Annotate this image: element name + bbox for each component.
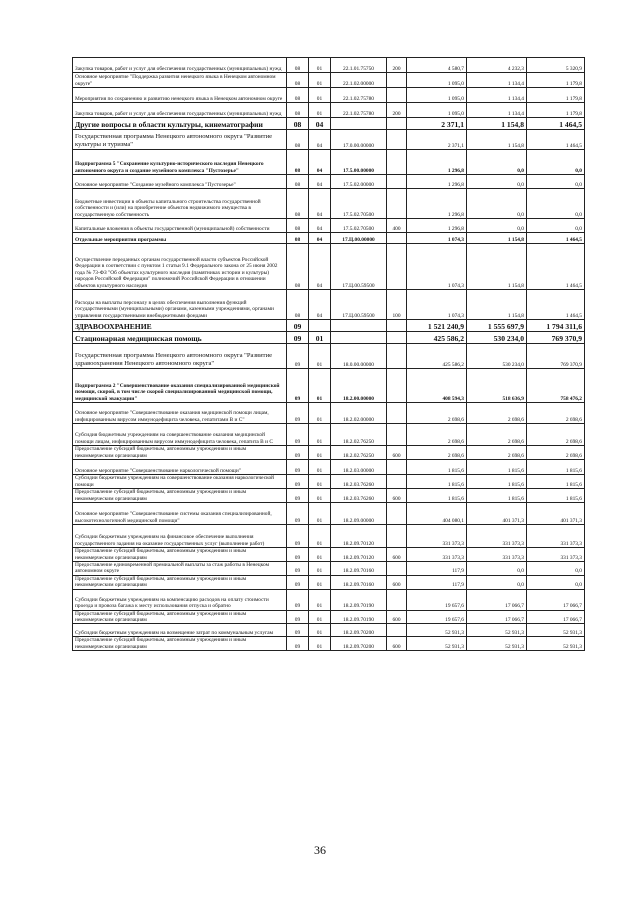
row-subsection: 04 <box>309 244 331 290</box>
row-subsection: 01 <box>309 575 331 589</box>
row-amount-3: 2 698,6 <box>527 403 585 424</box>
row-target-code: 17.Ц.00.59500 <box>331 244 387 290</box>
row-amount-3: 1 464,5 <box>527 130 585 150</box>
row-amount-2: 331 373,3 <box>467 548 527 562</box>
row-target-code: 18.2.09.70200 <box>331 624 387 637</box>
row-section: 08 <box>287 73 309 88</box>
row-name: Капитальные вложения в объекты государственной (муниципальной) собственности <box>73 219 287 233</box>
row-expense-type: 200 <box>387 58 407 73</box>
row-amount-1: 1 296,8 <box>407 150 467 175</box>
table-row <box>73 575 585 589</box>
row-amount-2: 0,0 <box>467 150 527 175</box>
row-section: 09 <box>287 589 309 610</box>
table-row <box>73 189 585 219</box>
row-amount-1: 19 657,6 <box>407 589 467 610</box>
row-amount-3: 2 698,6 <box>527 424 585 446</box>
row-target-code: 18.2.02.76250 <box>331 446 387 460</box>
row-expense-type <box>387 589 407 610</box>
row-subsection: 01 <box>309 503 331 525</box>
row-amount-2: 52 931,3 <box>467 637 527 651</box>
row-name: Стационарная медицинская помощь <box>73 332 287 344</box>
row-amount-2: 2 698,6 <box>467 424 527 446</box>
row-expense-type <box>387 369 407 403</box>
row-name: Мероприятия по сохранению и развитию ненецкого языка в Ненецком автономном округе <box>73 88 287 103</box>
row-name: Предоставление субсидий бюджетным, автономным учреждениям и иным некоммерческим организациям <box>73 489 287 503</box>
row-amount-2: 0,0 <box>467 175 527 189</box>
row-amount-2: 1 154,8 <box>467 244 527 290</box>
row-target-code: 18.2.02.76250 <box>331 424 387 446</box>
row-section: 09 <box>287 320 309 332</box>
row-section: 09 <box>287 446 309 460</box>
row-subsection: 04 <box>309 130 331 150</box>
row-amount-1: 2 371,1 <box>407 130 467 150</box>
row-amount-3: 1 815,6 <box>527 460 585 475</box>
row-amount-3: 0,0 <box>527 562 585 576</box>
row-amount-1: 408 594,3 <box>407 369 467 403</box>
row-expense-type <box>387 403 407 424</box>
row-section: 08 <box>287 175 309 189</box>
row-expense-type: 400 <box>387 219 407 233</box>
row-amount-1: 1 095,0 <box>407 73 467 88</box>
row-amount-1: 19 657,6 <box>407 610 467 624</box>
row-amount-3: 1 179,8 <box>527 103 585 118</box>
row-name: Субсидии бюджетным учреждениям на компенсацию расходов на оплату стоимости проезда и провоза багажа к месту использования отпуска и обратно <box>73 589 287 610</box>
table-row <box>73 460 585 475</box>
row-amount-3: 758 476,2 <box>527 369 585 403</box>
row-amount-3: 1 179,8 <box>527 88 585 103</box>
row-subsection: 01 <box>309 73 331 88</box>
table-row <box>73 624 585 637</box>
row-expense-type <box>387 503 407 525</box>
table-row <box>73 219 585 233</box>
row-name: Предоставление субсидий бюджетным, автономным учреждениям и иным некоммерческим организациям <box>73 610 287 624</box>
row-expense-type <box>387 73 407 88</box>
table-row <box>73 73 585 88</box>
table-row <box>73 103 585 118</box>
row-amount-1: 2 698,6 <box>407 446 467 460</box>
row-amount-1: 404 080,1 <box>407 503 467 525</box>
row-amount-3: 401 371,3 <box>527 503 585 525</box>
row-section: 08 <box>287 233 309 244</box>
row-section: 08 <box>287 219 309 233</box>
row-amount-1: 331 373,3 <box>407 548 467 562</box>
row-amount-1: 4 580,7 <box>407 58 467 73</box>
table-row <box>73 58 585 73</box>
row-amount-2: 1 154,8 <box>467 118 527 130</box>
row-subsection: 01 <box>309 637 331 651</box>
row-subsection: 01 <box>309 344 331 369</box>
row-target-code: 18.2.03.76260 <box>331 475 387 489</box>
row-subsection: 01 <box>309 475 331 489</box>
table-row <box>73 118 585 130</box>
row-name: Государственная программа Ненецкого автономного округа "Развитие культуры и туризма" <box>73 130 287 150</box>
row-name: Предоставление субсидий бюджетным, автономным учреждениям и иным некоммерческим организациям <box>73 446 287 460</box>
row-name: Осуществление переданных органам государственной власти субъектов Российской Федерации в соответствии с пунктом 1 статьи 9.1 Федерального закона от 25 июня 2002 года № 73-ФЗ "Об объектах культурного наследия (памятниках истории и культуры) народов Российской Федерации" полномочий Российской Федерации в отношении объектов культурного наследия <box>73 244 287 290</box>
row-target-code <box>331 118 387 130</box>
row-amount-1: 52 931,3 <box>407 624 467 637</box>
row-amount-2: 1 154,8 <box>467 290 527 320</box>
row-expense-type <box>387 244 407 290</box>
row-section: 09 <box>287 503 309 525</box>
row-name: Основное мероприятие "Поддержка развития ненецкого языка в Ненецком автономном округе" <box>73 73 287 88</box>
row-subsection: 01 <box>309 369 331 403</box>
row-amount-2: 2 698,6 <box>467 446 527 460</box>
row-subsection: 01 <box>309 610 331 624</box>
row-name: Субсидия бюджетным учреждениям на совершенствование оказания медицинской помощи лицам, инфицированным вирусом иммунодефицита человека, гепатита B и C <box>73 424 287 446</box>
row-name: Закупка товаров, работ и услуг для обеспечения государственных (муниципальных) нужд <box>73 103 287 118</box>
row-target-code: 17.0.00.00000 <box>331 130 387 150</box>
table-row <box>73 503 585 525</box>
table-row <box>73 610 585 624</box>
row-target-code: 22.1.02.75780 <box>331 88 387 103</box>
row-target-code: 17.5.00.00000 <box>331 150 387 175</box>
row-amount-1: 1 074,3 <box>407 233 467 244</box>
row-subsection: 01 <box>309 332 331 344</box>
row-amount-3: 1 815,6 <box>527 489 585 503</box>
row-target-code: 18.0.00.00000 <box>331 344 387 369</box>
row-name: Другие вопросы в области культуры, кинематографии <box>73 118 287 130</box>
row-name: ЗДРАВООХРАНЕНИЕ <box>73 320 287 332</box>
row-section: 08 <box>287 130 309 150</box>
row-amount-2: 1 815,6 <box>467 475 527 489</box>
row-target-code: 17.Ц.00.00000 <box>331 233 387 244</box>
row-name: Субсидии бюджетным учреждениям на возмещение затрат по коммунальным услугам <box>73 624 287 637</box>
row-section: 09 <box>287 489 309 503</box>
row-section: 08 <box>287 118 309 130</box>
row-amount-3: 5 320,9 <box>527 58 585 73</box>
row-section: 08 <box>287 244 309 290</box>
row-section: 09 <box>287 369 309 403</box>
row-target-code: 18.2.09.00000 <box>331 503 387 525</box>
row-target-code <box>331 320 387 332</box>
row-name: Основное мероприятие "Совершенствование системы оказания специализированной, высокотехнологичной медицинской помощи" <box>73 503 287 525</box>
row-name: Субсидии бюджетным учреждениям на совершенствование оказания наркологической помощи <box>73 475 287 489</box>
row-section: 09 <box>287 460 309 475</box>
row-amount-2: 1 154,8 <box>467 130 527 150</box>
row-expense-type <box>387 332 407 344</box>
row-target-code: 18.2.09.70190 <box>331 589 387 610</box>
row-amount-3: 17 066,7 <box>527 589 585 610</box>
row-expense-type <box>387 118 407 130</box>
row-section: 09 <box>287 548 309 562</box>
row-amount-2: 530 234,0 <box>467 332 527 344</box>
table-row <box>73 88 585 103</box>
row-expense-type: 600 <box>387 637 407 651</box>
row-amount-3: 1 464,5 <box>527 233 585 244</box>
table-row <box>73 130 585 150</box>
row-subsection: 01 <box>309 103 331 118</box>
row-subsection: 01 <box>309 403 331 424</box>
row-expense-type <box>387 233 407 244</box>
row-expense-type: 600 <box>387 610 407 624</box>
row-name: Государственная программа Ненецкого автономного округа "Развитие здравоохранения Ненецкого автономного округа" <box>73 344 287 369</box>
row-amount-1: 1 296,8 <box>407 175 467 189</box>
row-amount-3: 2 698,6 <box>527 446 585 460</box>
table-row <box>73 175 585 189</box>
row-name: Подпрограмма 5 "Сохранение культурно-исторического наследия Ненецкого автономного округа и создание музейного комплекса "Пустозерье" <box>73 150 287 175</box>
row-name: Предоставление субсидий бюджетным, автономным учреждениям и иным некоммерческим организациям <box>73 575 287 589</box>
row-expense-type <box>387 150 407 175</box>
table-row <box>73 489 585 503</box>
row-amount-3: 1 464,5 <box>527 244 585 290</box>
table-row <box>73 424 585 446</box>
row-subsection: 04 <box>309 150 331 175</box>
table-row <box>73 446 585 460</box>
row-amount-2: 401 371,3 <box>467 503 527 525</box>
row-subsection: 01 <box>309 446 331 460</box>
row-amount-1: 1 074,3 <box>407 244 467 290</box>
row-amount-2: 1 134,4 <box>467 73 527 88</box>
row-expense-type <box>387 320 407 332</box>
budget-table-container <box>72 57 584 651</box>
row-amount-3: 0,0 <box>527 575 585 589</box>
row-target-code: 18.2.03.00000 <box>331 460 387 475</box>
table-row <box>73 233 585 244</box>
row-amount-1: 2 698,6 <box>407 424 467 446</box>
row-section: 08 <box>287 103 309 118</box>
table-row <box>73 332 585 344</box>
row-subsection: 01 <box>309 424 331 446</box>
row-target-code: 17.5.02.00000 <box>331 175 387 189</box>
row-name: Предоставление субсидий бюджетным, автономным учреждениям и иным некоммерческим организациям <box>73 637 287 651</box>
row-section: 09 <box>287 637 309 651</box>
table-row <box>73 344 585 369</box>
row-section: 09 <box>287 424 309 446</box>
row-amount-3: 0,0 <box>527 189 585 219</box>
row-target-code: 17.5.02.70500 <box>331 189 387 219</box>
row-amount-2: 1 134,4 <box>467 88 527 103</box>
row-amount-1: 1 296,8 <box>407 219 467 233</box>
row-amount-3: 331 373,3 <box>527 548 585 562</box>
table-row <box>73 369 585 403</box>
row-amount-1: 1 074,3 <box>407 290 467 320</box>
row-expense-type <box>387 525 407 548</box>
row-section: 08 <box>287 290 309 320</box>
row-name: Предоставление субсидий бюджетным, автономным учреждениям и иным некоммерческим организациям <box>73 548 287 562</box>
budget-table <box>72 57 585 651</box>
row-expense-type <box>387 189 407 219</box>
row-expense-type <box>387 424 407 446</box>
row-section: 09 <box>287 403 309 424</box>
row-target-code: 18.2.03.76260 <box>331 489 387 503</box>
row-subsection: 04 <box>309 290 331 320</box>
row-expense-type: 200 <box>387 103 407 118</box>
row-expense-type: 600 <box>387 489 407 503</box>
row-amount-1: 117,9 <box>407 562 467 576</box>
row-subsection: 04 <box>309 219 331 233</box>
row-target-code: 18.2.02.00000 <box>331 403 387 424</box>
row-subsection <box>309 320 331 332</box>
row-target-code: 18.2.09.70160 <box>331 575 387 589</box>
row-target-code: 22.1.02.00000 <box>331 73 387 88</box>
row-name: Расходы на выплаты персоналу в целях обеспечения выполнения функций государственными (муниципальными) органами, казенными учреждениями, органами управления государственными внебюджетными фондами <box>73 290 287 320</box>
table-row <box>73 403 585 424</box>
row-amount-2: 1 154,8 <box>467 233 527 244</box>
row-amount-2: 17 066,7 <box>467 589 527 610</box>
row-expense-type <box>387 475 407 489</box>
row-amount-1: 1 095,0 <box>407 88 467 103</box>
row-section: 08 <box>287 189 309 219</box>
row-target-code: 18.2.09.70160 <box>331 562 387 576</box>
row-subsection: 01 <box>309 460 331 475</box>
row-expense-type <box>387 130 407 150</box>
row-amount-3: 331 373,3 <box>527 525 585 548</box>
row-amount-3: 0,0 <box>527 175 585 189</box>
row-amount-1: 425 586,2 <box>407 332 467 344</box>
row-expense-type <box>387 175 407 189</box>
row-section: 08 <box>287 150 309 175</box>
row-expense-type: 600 <box>387 446 407 460</box>
row-amount-3: 52 931,3 <box>527 624 585 637</box>
row-amount-1: 2 698,6 <box>407 403 467 424</box>
row-name: Основное мероприятие "Создание музейного комплекса "Пустозерье" <box>73 175 287 189</box>
row-target-code: 22.1.01.75750 <box>331 58 387 73</box>
row-amount-2: 331 373,3 <box>467 525 527 548</box>
row-subsection: 04 <box>309 175 331 189</box>
row-amount-3: 52 931,3 <box>527 637 585 651</box>
row-amount-1: 425 586,2 <box>407 344 467 369</box>
row-expense-type <box>387 344 407 369</box>
row-subsection: 01 <box>309 548 331 562</box>
table-row <box>73 548 585 562</box>
row-target-code: 17.Ц.00.59500 <box>331 290 387 320</box>
row-subsection: 01 <box>309 58 331 73</box>
row-subsection: 01 <box>309 489 331 503</box>
row-expense-type <box>387 624 407 637</box>
row-amount-1: 2 371,1 <box>407 118 467 130</box>
row-amount-2: 52 931,3 <box>467 624 527 637</box>
row-section: 09 <box>287 562 309 576</box>
row-name: Субсидии бюджетным учреждениям на финансовое обеспечение выполнения государственного задания на оказание государственных услуг (выполнение работ) <box>73 525 287 548</box>
row-target-code: 18.2.09.70120 <box>331 525 387 548</box>
row-amount-3: 1 464,5 <box>527 290 585 320</box>
table-row <box>73 244 585 290</box>
row-target-code: 22.1.02.75780 <box>331 103 387 118</box>
row-section: 09 <box>287 624 309 637</box>
budget-table-body <box>73 58 585 651</box>
row-amount-1: 1 521 240,9 <box>407 320 467 332</box>
row-amount-1: 331 373,3 <box>407 525 467 548</box>
row-subsection: 01 <box>309 88 331 103</box>
table-row <box>73 320 585 332</box>
row-name: Отдельные мероприятия программы <box>73 233 287 244</box>
row-expense-type: 600 <box>387 575 407 589</box>
row-section: 09 <box>287 332 309 344</box>
row-amount-2: 0,0 <box>467 575 527 589</box>
row-amount-3: 0,0 <box>527 150 585 175</box>
row-amount-2: 0,0 <box>467 562 527 576</box>
row-name: Основное мероприятие "Совершенствование наркологической помощи" <box>73 460 287 475</box>
page-number: 36 <box>314 843 326 857</box>
row-section: 09 <box>287 475 309 489</box>
row-name: Закупка товаров, работ и услуг для обеспечения государственных (муниципальных) нужд <box>73 58 287 73</box>
row-subsection: 01 <box>309 624 331 637</box>
row-amount-3: 0,0 <box>527 219 585 233</box>
row-subsection: 01 <box>309 525 331 548</box>
row-amount-2: 1 134,4 <box>467 103 527 118</box>
row-amount-3: 769 370,9 <box>527 344 585 369</box>
row-subsection: 01 <box>309 589 331 610</box>
row-amount-3: 1 179,8 <box>527 73 585 88</box>
row-section: 09 <box>287 344 309 369</box>
row-target-code: 17.5.02.70500 <box>331 219 387 233</box>
table-row <box>73 562 585 576</box>
row-expense-type <box>387 562 407 576</box>
table-row <box>73 589 585 610</box>
row-amount-2: 1 555 697,9 <box>467 320 527 332</box>
row-subsection: 04 <box>309 189 331 219</box>
row-section: 09 <box>287 575 309 589</box>
row-amount-1: 1 815,6 <box>407 460 467 475</box>
row-section: 09 <box>287 610 309 624</box>
row-subsection: 01 <box>309 562 331 576</box>
table-row <box>73 637 585 651</box>
row-section: 08 <box>287 58 309 73</box>
row-name: Основное мероприятие "Совершенствование оказания медицинской помощи лицам, инфицированным вирусом иммунодефицита человека, гепатитами B и C" <box>73 403 287 424</box>
row-amount-2: 530 234,0 <box>467 344 527 369</box>
row-expense-type: 600 <box>387 548 407 562</box>
row-amount-3: 1 464,5 <box>527 118 585 130</box>
row-amount-3: 1 794 311,6 <box>527 320 585 332</box>
row-amount-3: 1 815,6 <box>527 475 585 489</box>
row-amount-3: 769 370,9 <box>527 332 585 344</box>
row-amount-2: 17 066,7 <box>467 610 527 624</box>
row-amount-1: 117,9 <box>407 575 467 589</box>
row-expense-type <box>387 88 407 103</box>
row-amount-1: 1 815,6 <box>407 475 467 489</box>
row-amount-2: 1 815,6 <box>467 460 527 475</box>
row-amount-2: 0,0 <box>467 189 527 219</box>
row-target-code: 18.2.00.00000 <box>331 369 387 403</box>
row-amount-1: 1 095,0 <box>407 103 467 118</box>
row-amount-1: 1 815,6 <box>407 489 467 503</box>
table-row <box>73 525 585 548</box>
row-name: Бюджетные инвестиции в объекты капитального строительства государственной собственности и (или) на приобретение объектов недвижимого имущества в государственную собственность <box>73 189 287 219</box>
row-amount-1: 52 931,3 <box>407 637 467 651</box>
row-amount-3: 17 066,7 <box>527 610 585 624</box>
row-name: Предоставление единовременной премиальной выплаты за стаж работы в Ненецком автономном округе <box>73 562 287 576</box>
row-subsection: 04 <box>309 118 331 130</box>
table-row <box>73 150 585 175</box>
row-amount-2: 1 815,6 <box>467 489 527 503</box>
row-section: 08 <box>287 88 309 103</box>
row-subsection: 04 <box>309 233 331 244</box>
row-target-code: 18.2.09.70190 <box>331 610 387 624</box>
row-target-code <box>331 332 387 344</box>
row-amount-2: 2 698,6 <box>467 403 527 424</box>
row-target-code: 18.2.09.70200 <box>331 637 387 651</box>
table-row <box>73 290 585 320</box>
row-name: Подпрограмма 2 "Совершенствование оказания специализированной медицинской помощи, скорой, в том числе скорой специализированной медицинской помощи, медицинской эвакуации" <box>73 369 287 403</box>
table-row <box>73 475 585 489</box>
row-amount-2: 518 636,9 <box>467 369 527 403</box>
row-expense-type: 100 <box>387 290 407 320</box>
row-expense-type <box>387 460 407 475</box>
row-amount-2: 0,0 <box>467 219 527 233</box>
row-target-code: 18.2.09.70120 <box>331 548 387 562</box>
row-amount-2: 4 232,3 <box>467 58 527 73</box>
row-section: 09 <box>287 525 309 548</box>
row-amount-1: 1 296,8 <box>407 189 467 219</box>
